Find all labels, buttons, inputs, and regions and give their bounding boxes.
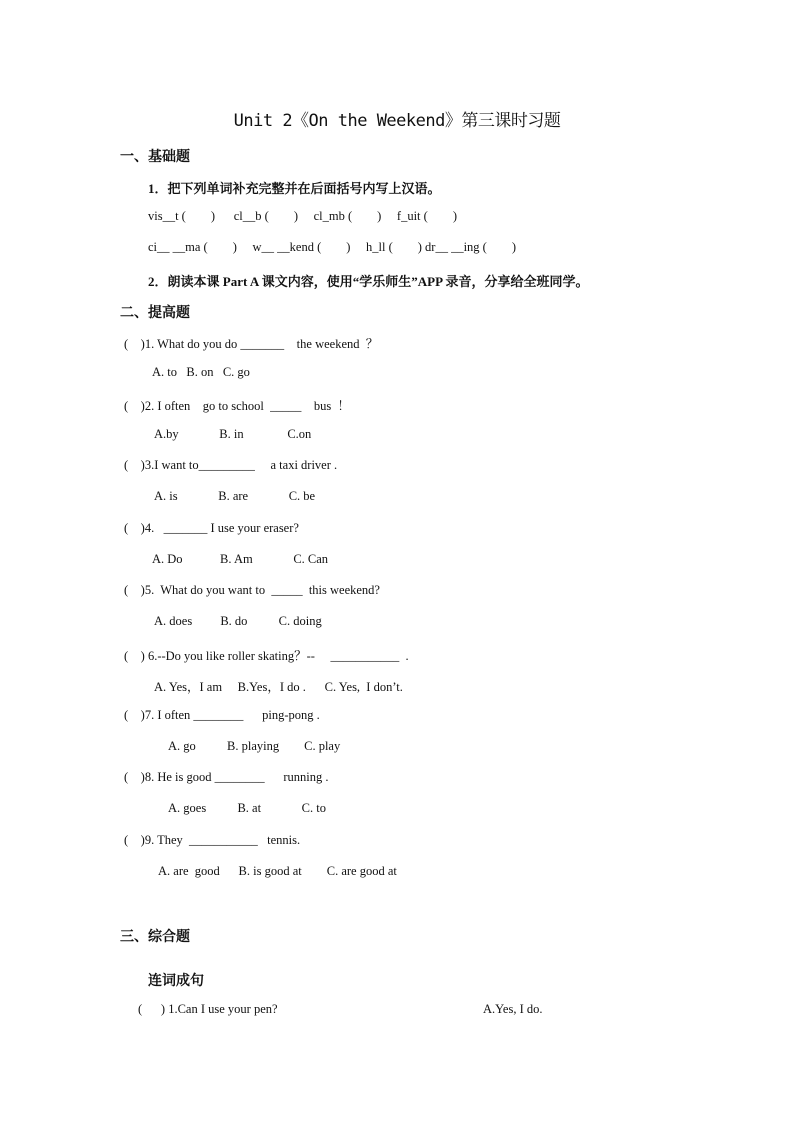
match-question-1: ( ) 1.Can I use your pen? xyxy=(138,1002,278,1016)
word-row-1: vis__t ( ) cl__b ( ) cl_mb ( ) f_uit ( ) xyxy=(148,209,457,223)
mc-question-8: ( )8. He is good ________ running . xyxy=(124,770,329,784)
q1-instruction: 1．把下列单词补充完整并在后面括号内写上汉语。 xyxy=(148,181,441,196)
mc-options-9: A. are good B. is good at C. are good at xyxy=(158,864,397,878)
mc-options-3: A. is B. are C. be xyxy=(154,489,316,503)
mc-question-1: ( )1. What do you do _______ the weekend ？ xyxy=(124,337,379,351)
mc-options-4: A. Do B. Am C. Can xyxy=(152,552,329,566)
section-1-heading: 一、基础题 xyxy=(120,149,190,165)
match-answer-a: A.Yes, I do. xyxy=(483,1002,543,1016)
mc-options-2: A.by B. in C.on xyxy=(154,427,312,441)
mc-question-9: ( )9. They ___________ tennis. xyxy=(124,833,301,847)
mc-question-5: ( )5. What do you want to _____ this weekend? xyxy=(124,583,380,597)
mc-options-6: A. Yes，I am B.Yes，I do . C. Yes, I don’t. xyxy=(154,680,403,694)
page-title: Unit 2《On the Weekend》第三课时习题 xyxy=(233,111,561,131)
q2-instruction: 2．朗读本课 Part A 课文内容，使用“学乐师生”APP 录音，分享给全班同学。 xyxy=(148,274,589,289)
mc-question-4: ( )4. _______ I use your eraser? xyxy=(124,521,299,535)
mc-question-3: ( )3.I want to_________ a taxi driver . xyxy=(124,458,338,472)
mc-question-6: ( ) 6.--Do you like roller skating？-- ___________ . xyxy=(124,649,409,663)
section-3-heading: 三、综合题 xyxy=(120,929,190,945)
word-row-2: ci__ __ma ( ) w__ __kend ( ) h_ll ( ) dr__ __ing ( ) xyxy=(148,240,516,254)
mc-options-5: A. does B. do C. doing xyxy=(154,614,322,628)
section-2-heading: 二、提高题 xyxy=(120,305,190,321)
mc-options-7: A. go B. playing C. play xyxy=(168,739,341,753)
mc-question-2: ( )2. I often go to school _____ bus ！ xyxy=(124,399,351,413)
mc-options-1: A. to B. on C. go xyxy=(152,365,250,379)
mc-question-7: ( )7. I often ________ ping-pong . xyxy=(124,708,320,722)
mc-options-8: A. goes B. at C. to xyxy=(168,801,326,815)
section-3-subheading: 连词成句 xyxy=(148,973,204,989)
